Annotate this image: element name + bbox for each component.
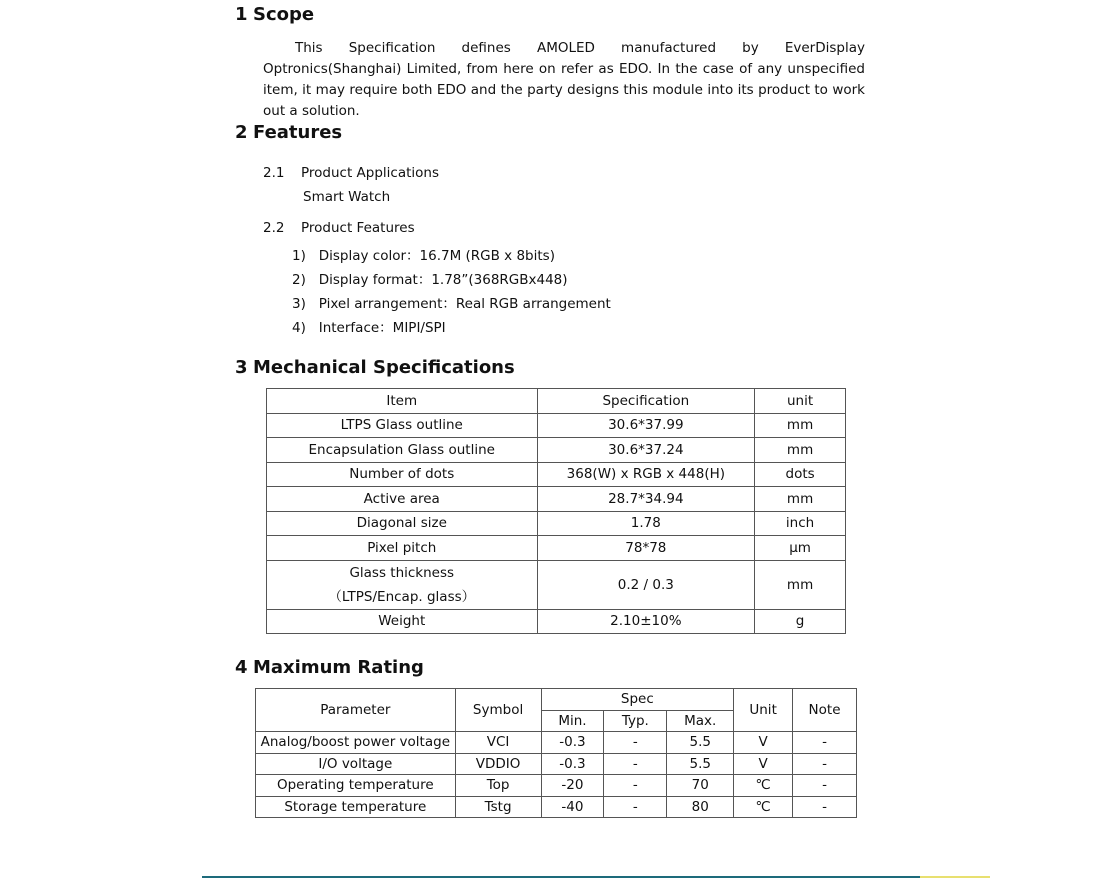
section-features-heading (235, 122, 342, 143)
maximum-rating-table (255, 688, 857, 818)
header-cell: Symbol (455, 689, 541, 732)
table-row (267, 536, 846, 561)
table-cell: Pixel pitch (267, 536, 538, 561)
header-cell: Max. (667, 710, 734, 732)
table-cell: Tstg (455, 796, 541, 818)
table-cell: mm (755, 413, 846, 438)
table-row (267, 511, 846, 536)
section-title: Maximum Rating (253, 657, 424, 678)
table-row (267, 609, 846, 634)
scope-text: This Specification defines AMOLED manufactured by EverDisplay Optronics(Shanghai) Limited, from here on refer as EDO. In the case of any unspecified item, it may require both EDO and the party designs this module into its product to work out a solution. (263, 40, 865, 119)
table-cell: - (604, 753, 667, 775)
table-row (256, 796, 857, 818)
table-cell: LTPS Glass outline (267, 413, 538, 438)
table-cell: VCI (455, 732, 541, 754)
table-cell: 1.78 (537, 511, 755, 536)
section-title: Features (253, 122, 343, 143)
subsection-title: Product Applications (301, 165, 440, 181)
table-cell: μm (755, 536, 846, 561)
table-cell: 80 (667, 796, 734, 818)
table-cell: 5.5 (667, 753, 734, 775)
table-cell: 30.6*37.24 (537, 438, 755, 463)
table-row (267, 462, 846, 487)
table-cell: V (734, 753, 793, 775)
table-row (267, 560, 846, 609)
header-cell: Parameter (256, 689, 456, 732)
table-cell: Weight (267, 609, 538, 634)
table-cell: Encapsulation Glass outline (267, 438, 538, 463)
table-cell (267, 560, 538, 609)
table-cell: Analog/boost power voltage (256, 732, 456, 754)
table-cell: -0.3 (541, 753, 604, 775)
table-cell: ℃ (734, 796, 793, 818)
table-cell: 2.10±10% (537, 609, 755, 634)
applications-subheading (263, 165, 439, 181)
table-row (267, 438, 846, 463)
section-number: 3 (235, 357, 248, 378)
section-mechanical-heading (235, 357, 515, 378)
section-number: 4 (235, 657, 248, 678)
table-cell: 0.2 / 0.3 (537, 560, 755, 609)
mechanical-spec-table (266, 388, 846, 634)
feature-item: 1) Display color：16.7M (RGB x 8bits) (292, 248, 555, 264)
product-features-subheading (263, 220, 415, 236)
subsection-number: 2.2 (263, 220, 285, 236)
header-cell: Note (793, 689, 857, 732)
header-cell: Typ. (604, 710, 667, 732)
table-cell: mm (755, 560, 846, 609)
table-cell: mm (755, 438, 846, 463)
table-cell: - (604, 775, 667, 797)
table-cell: 78*78 (537, 536, 755, 561)
subsection-number: 2.1 (263, 165, 285, 181)
section-number: 1 (235, 4, 248, 25)
table-cell: 368(W) x RGB x 448(H) (537, 462, 755, 487)
table-cell: -40 (541, 796, 604, 818)
table-cell: Top (455, 775, 541, 797)
section-title: Mechanical Specifications (253, 357, 515, 378)
table-cell: Storage temperature (256, 796, 456, 818)
table-cell: - (793, 775, 857, 797)
section-number: 2 (235, 122, 248, 143)
section-rating-heading (235, 657, 424, 678)
table-cell: ℃ (734, 775, 793, 797)
table-row (267, 487, 846, 512)
table-cell: 70 (667, 775, 734, 797)
table-cell: 30.6*37.99 (537, 413, 755, 438)
table-cell: 5.5 (667, 732, 734, 754)
header-cell: Unit (734, 689, 793, 732)
table-cell: - (793, 796, 857, 818)
header-cell: Min. (541, 710, 604, 732)
subsection-title: Product Features (301, 220, 415, 236)
table-cell: dots (755, 462, 846, 487)
header-cell: unit (755, 389, 846, 414)
feature-item: 4) Interface：MIPI/SPI (292, 320, 446, 336)
table-cell: - (793, 753, 857, 775)
table-cell: V (734, 732, 793, 754)
table-cell: -0.3 (541, 732, 604, 754)
table-cell: mm (755, 487, 846, 512)
table-row (267, 413, 846, 438)
table-cell: Active area (267, 487, 538, 512)
table-cell: -20 (541, 775, 604, 797)
table-cell: Diagonal size (267, 511, 538, 536)
scope-paragraph (263, 38, 865, 122)
table-row (256, 753, 857, 775)
cell-line: Glass thickness (349, 564, 455, 581)
table-cell: Number of dots (267, 462, 538, 487)
feature-item: 3) Pixel arrangement：Real RGB arrangement (292, 296, 611, 312)
table-cell: g (755, 609, 846, 634)
header-cell: Spec (541, 689, 734, 711)
table-cell: Operating temperature (256, 775, 456, 797)
table-cell: VDDIO (455, 753, 541, 775)
section-title: Scope (253, 4, 315, 25)
table-header-row (267, 389, 846, 414)
table-header-row (256, 689, 857, 711)
table-cell: inch (755, 511, 846, 536)
header-cell: Specification (537, 389, 755, 414)
header-cell: Item (267, 389, 538, 414)
table-cell: 28.7*34.94 (537, 487, 755, 512)
feature-item: 2) Display format：1.78”(368RGBx448) (292, 272, 568, 288)
table-cell: I/O voltage (256, 753, 456, 775)
table-cell: - (604, 796, 667, 818)
table-row (256, 775, 857, 797)
table-cell: - (793, 732, 857, 754)
table-cell: - (604, 732, 667, 754)
section-scope-heading (235, 4, 314, 25)
cell-line: （LTPS/Encap. glass） (328, 588, 476, 605)
application-item: Smart Watch (303, 189, 391, 205)
table-row (256, 732, 857, 754)
